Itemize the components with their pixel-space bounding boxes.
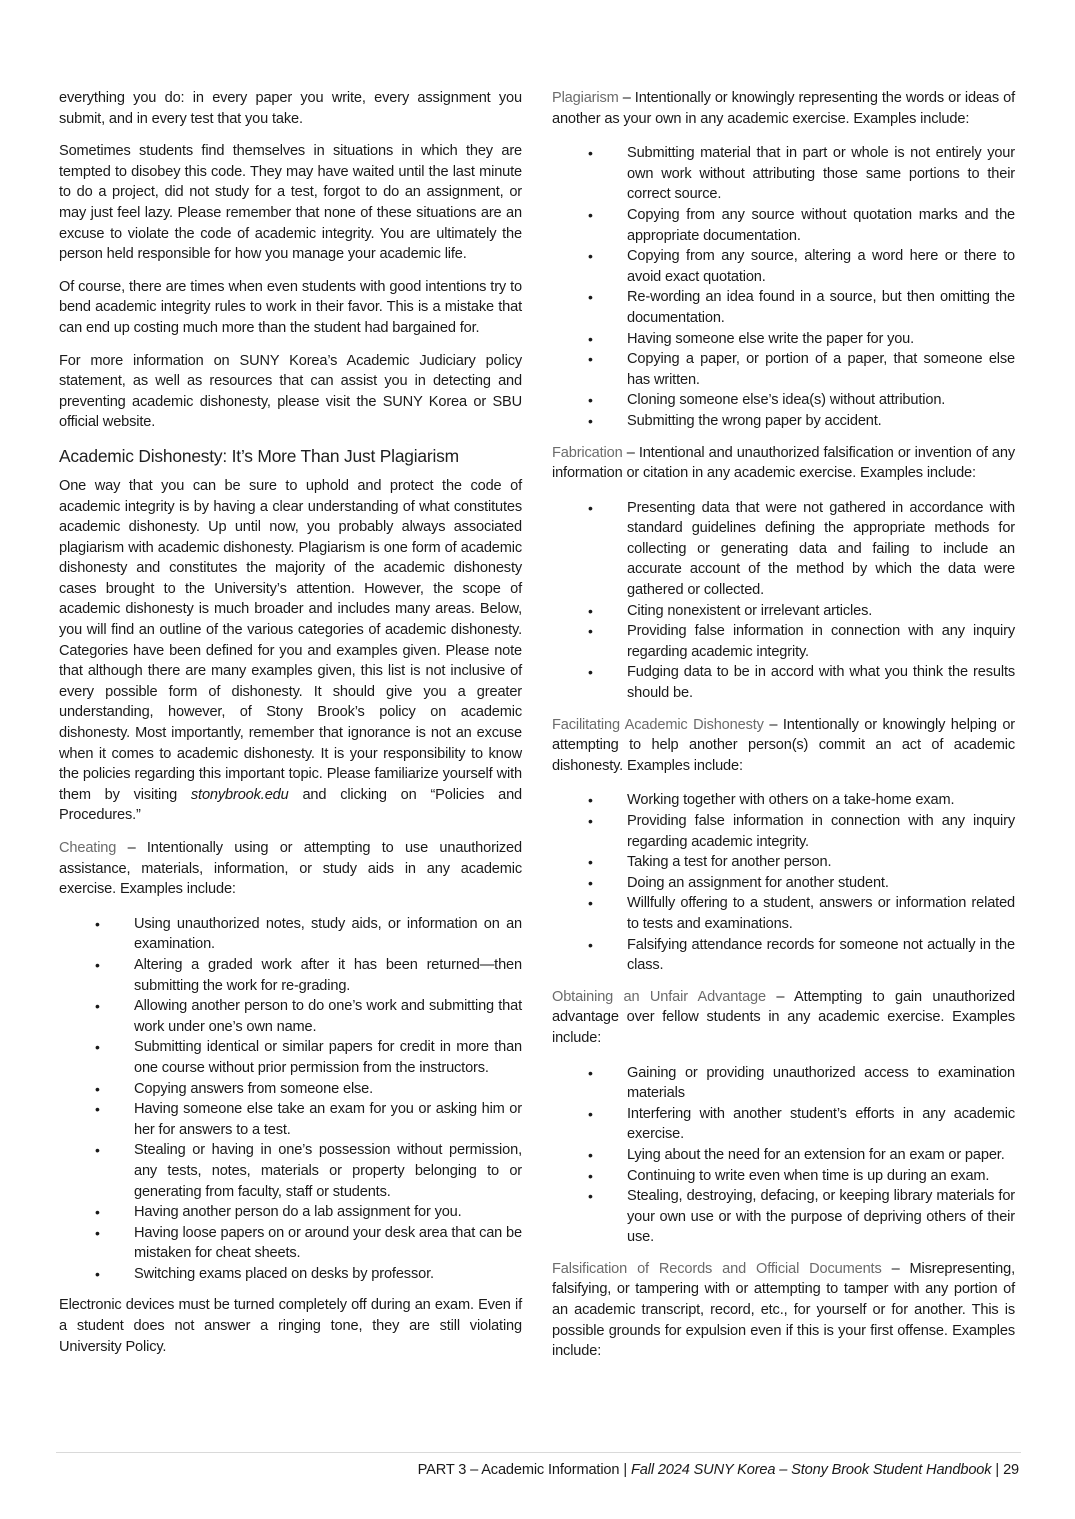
falsification-term: Falsification of Records and Official Documents <box>552 1260 882 1277</box>
list-item: • Copying from any source, altering a word here or there to avoid exact quotation. <box>552 246 1015 287</box>
list-item: • Providing false information in connection with any inquiry regarding academic integrity. <box>552 621 1015 662</box>
facilitating-definition <box>552 715 1015 777</box>
footer-separator: | <box>995 1462 1000 1478</box>
right-column <box>552 88 1015 1374</box>
footer-section: PART 3 – Academic Information <box>417 1462 620 1478</box>
falsification-definition-text: – Misrepresenting, falsifying, or tampering with or attempting to tamper with any portion of an academic transcript, record, etc., for yourself or for another. This is possible grounds for expulsion even if this is your first offense. Examples include: <box>552 1260 1015 1360</box>
overview-text-end: and clicking on “Policies and Procedures.” <box>59 786 522 824</box>
list-item: • Taking a test for another person. <box>552 852 1015 873</box>
unfair-advantage-definition-text: – Attempting to gain unauthorized advantage over fellow students in any academic exercise. Examples include: <box>552 988 1015 1046</box>
list-item: • Cloning someone else’s idea(s) without attribution. <box>552 390 1015 411</box>
list-item: • Altering a graded work after it has been returned—then submitting the work for re-grading. <box>59 955 522 996</box>
list-item: • Using unauthorized notes, study aids, or information on an examination. <box>59 914 522 955</box>
footer-separator: | <box>623 1462 627 1478</box>
stonybrook-link: stonybrook.edu <box>190 786 289 803</box>
intro-paragraph-1: everything you do: in every paper you write, every assignment you submit, and in every test that you take. <box>59 90 522 127</box>
list-item: • Providing false information in connection with any inquiry regarding academic integrity. <box>552 811 1015 852</box>
overview-paragraph <box>59 476 522 826</box>
facilitating-definition-text: – Intentionally or knowingly helping or attempting to help another person(s) commit an act of academic dishonesty. Examples include: <box>552 716 1016 774</box>
list-item: • Having loose papers on or around your desk area that can be mistaken for cheat sheets. <box>59 1223 522 1264</box>
list-item: • Copying a paper, or portion of a paper, that someone else has written. <box>552 349 1015 390</box>
closing-paragraph: Electronic devices must be turned completely off during an exam. Even if a student does not answer a ringing tone, they are still violating University Policy. <box>59 1297 522 1355</box>
list-item: • Stealing, destroying, defacing, or keeping library materials for your own use or with the purpose of depriving others of their use. <box>552 1186 1015 1248</box>
list-item: • Submitting material that in part or whole is not entirely your own work without attributing those same portions to their correct source. <box>552 143 1015 205</box>
left-column <box>59 88 522 1369</box>
list-item: • Presenting data that were not gathered in accordance with standard guidelines defining the appropriate methods for collecting or generating data and failing to include an accurate account of the method by which the data were gathered or collected. <box>552 498 1015 601</box>
list-item: • Gaining or providing unauthorized access to examination materials <box>552 1063 1015 1104</box>
list-item: • Copying from any source without quotation marks and the appropriate documentation. <box>552 205 1015 246</box>
list-item: • Allowing another person to do one’s work and submitting that work under one’s own name. <box>59 996 522 1037</box>
cheating-examples-list <box>59 914 522 1285</box>
cheating-term: Cheating <box>59 840 117 856</box>
list-item: • Copying answers from someone else. <box>59 1079 522 1100</box>
fabrication-term: Fabrication <box>552 444 623 461</box>
fabrication-definition-text: – Intentional and unauthorized falsification or invention of any information or citation in any academic exercise. Examples include: <box>552 444 1015 482</box>
intro-paragraph-3: Of course, there are times when even students with good intentions try to bend academic integrity rules to work in their favor. This is a mistake that can end up costing much more than the student had bargained for. <box>59 278 522 336</box>
list-item: • Having someone else take an exam for you or asking him or her for answers to a test. <box>59 1099 522 1140</box>
intro-paragraph-4: For more information on SUNY Korea’s Academic Judiciary policy statement, as well as resources that can assist you in detecting and preventing academic dishonesty, please visit the SUNY Korea or SBU official website. <box>59 352 522 431</box>
list-item: • Submitting the wrong paper by accident. <box>552 411 1015 432</box>
unfair-advantage-examples-list <box>552 1063 1015 1248</box>
list-item: • Working together with others on a take-home exam. <box>552 790 1015 811</box>
list-item: • Willfully offering to a student, answers or information related to tests and examinations. <box>552 893 1015 934</box>
list-item: • Citing nonexistent or irrelevant articles. <box>552 601 1015 622</box>
list-item: • Having someone else write the paper for you. <box>552 329 1015 350</box>
plagiarism-examples-list <box>552 143 1015 431</box>
facilitating-examples-list <box>552 790 1015 975</box>
section-heading: Academic Dishonesty: It’s More Than Just Plagiarism <box>59 445 459 466</box>
footer-divider <box>56 1452 1021 1453</box>
unfair-advantage-term: Obtaining an Unfair Advantage <box>552 988 766 1005</box>
overview-text: One way that you can be sure to uphold and protect the code of academic integrity is by having a clear understanding of what constitutes academic dishonesty. Up until now, you probably always associated plagiarism with academic dishonesty. Plagiarism is one form of academic dishonesty and constitutes the majority of the academic dishonesty cases brought to the University’s attention. However, the scope of academic dishonesty is much broader and includes many areas. Below, you will find an outline of the various categories of academic dishonesty. Categories have been defined for you and examples given. Please note that although there are many examples given, this list is not inclusive of every possible form of dishonesty. It should give you a greater understanding, however, of Stony Brook’s policy on academic dishonesty. Most importantly, remember that ignorance is not an excuse when it comes to academic dishonesty. It is your responsibility to know the policies regarding this important topic. Please familiarize yourself with them by visiting <box>59 477 522 803</box>
plagiarism-definition <box>552 88 1015 129</box>
intro-paragraph-2: Sometimes students find themselves in situations in which they are tempted to disobey this code. They may have waited until the last minute to do a project, did not study for a test, forgot to do an assignment, or may just feel lazy. Please remember that none of these situations are an excuse to violate the code of academic integrity. You are ultimately the person held responsible for how you manage your academic life. <box>59 143 522 263</box>
page-footer <box>418 1460 1019 1480</box>
list-item: • Doing an assignment for another student. <box>552 873 1015 894</box>
fabrication-examples-list <box>552 498 1015 704</box>
list-item: • Interfering with another student’s efforts in any academic exercise. <box>552 1104 1015 1145</box>
list-item: • Falsifying attendance records for someone not actually in the class. <box>552 935 1015 976</box>
cheating-definition <box>59 838 522 900</box>
list-item: • Fudging data to be in accord with what you think the results should be. <box>552 662 1015 703</box>
list-item: • Submitting identical or similar papers for credit in more than one course without prior permission from the instructors. <box>59 1037 522 1078</box>
facilitating-term: Facilitating Academic Dishonesty <box>552 716 764 733</box>
list-item: • Switching exams placed on desks by professor. <box>59 1264 522 1285</box>
list-item: • Re-wording an idea found in a source, but then omitting the documentation. <box>552 287 1015 328</box>
list-item: • Having another person do a lab assignment for you. <box>59 1202 522 1223</box>
unfair-advantage-definition <box>552 987 1015 1049</box>
cheating-definition-text: – Intentionally using or attempting to use unauthorized assistance, materials, information, or study aids in any academic exercise. Examples include: <box>59 840 522 898</box>
footer-publication: Fall 2024 SUNY Korea – Stony Brook Student Handbook <box>631 1462 992 1478</box>
plagiarism-term: Plagiarism <box>552 90 619 106</box>
list-item: • Lying about the need for an extension for an exam or paper. <box>552 1145 1015 1166</box>
falsification-definition <box>552 1259 1015 1362</box>
list-item: • Stealing or having in one’s possession without permission, any tests, notes, materials or property belonging to or generating from faculty, staff or students. <box>59 1140 522 1202</box>
list-item: • Continuing to write even when time is up during an exam. <box>552 1166 1015 1187</box>
fabrication-definition <box>552 443 1015 484</box>
page-number: 29 <box>1003 1462 1019 1478</box>
plagiarism-definition-text: – Intentionally or knowingly representing the words or ideas of another as your own in any academic exercise. Examples include: <box>552 90 1015 127</box>
